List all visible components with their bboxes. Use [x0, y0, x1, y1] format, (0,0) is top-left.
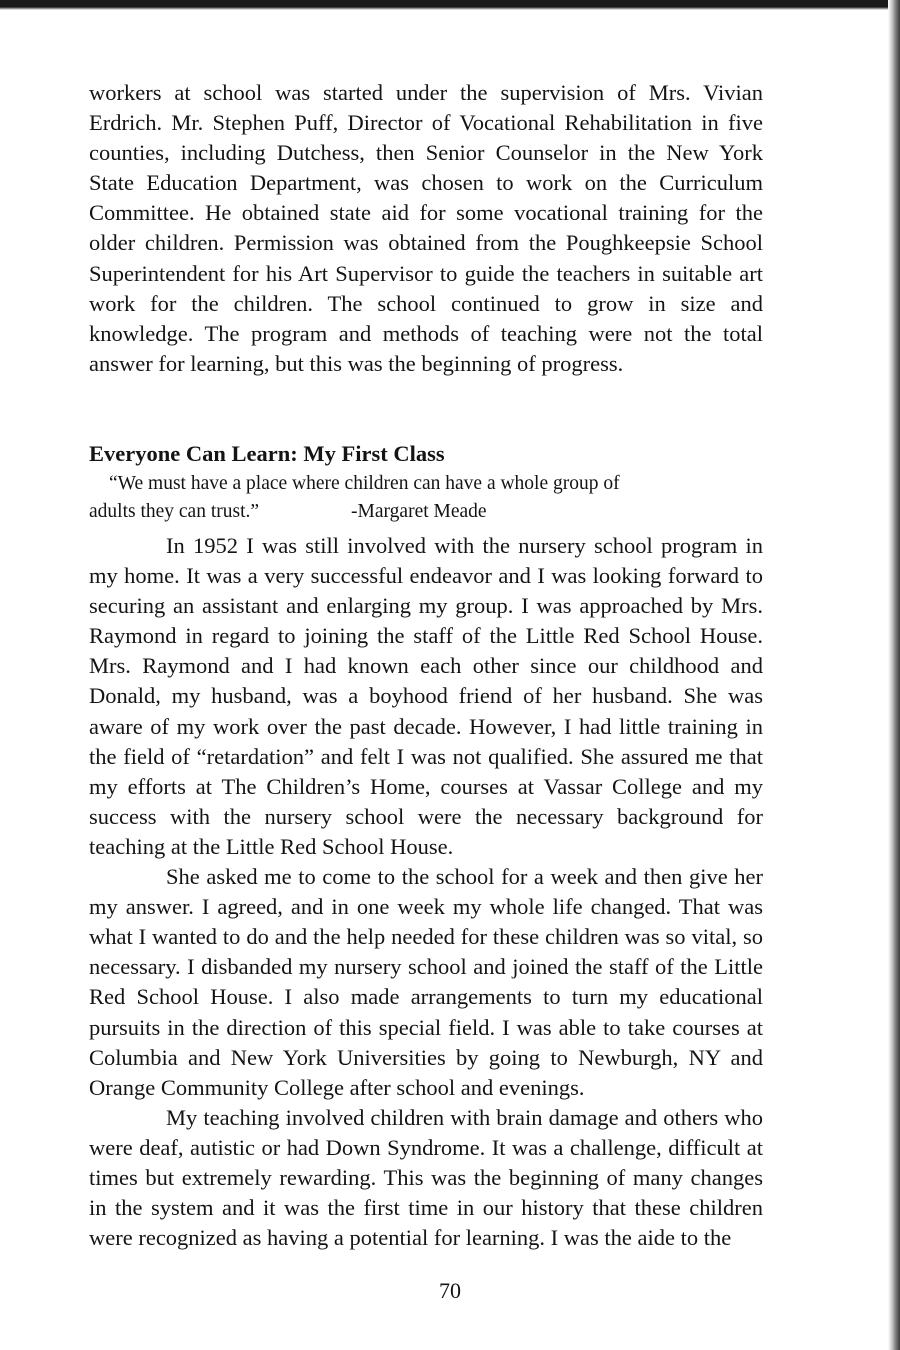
page-edge-shadow [888, 0, 900, 1350]
epigraph-attribution: -Margaret Meade [351, 501, 487, 522]
page-number: 70 [439, 1278, 461, 1303]
epigraph [89, 470, 749, 526]
body-text [89, 531, 763, 1253]
top-rule [0, 0, 890, 10]
body-paragraph-3: My teaching involved children with brain damage and others who were deaf, autistic or had Down Syndrome. It was a challenge, difficult at times but extremely rewarding. This was the beginning of many changes in the system and it was the first time in our history that these children were recognized as having a potential for learning. I was the aide to the [89, 1104, 763, 1251]
epigraph-line-2-text: adults they can trust.” [89, 501, 260, 522]
section-heading: Everyone Can Learn: My First Class [89, 441, 445, 466]
epigraph-line-1: “We must have a place where children can have a whole group of [109, 473, 620, 494]
epigraph-line-2 [89, 498, 749, 526]
continued-paragraph: workers at school was started under the supervision of Mrs. Vivian Erdrich. Mr. Stephen Puff, Director of Vocational Rehabilitation in five counties, including Dutchess, then Senior Counselor in the New York State Education Department, was chosen to work on the Curriculum Committee. He obtained state aid for some vocational training for the older children. Permission was obtained from the Poughkeepsie School Superintendent for his Art Supervisor to guide the teachers in suitable art work for the children. The school continued to grow in size and knowledge. The program and methods of teaching were not the total answer for learning, but this was the beginning of progress. [89, 80, 763, 376]
body-paragraph-1: In 1952 I was still involved with the nursery school program in my home. It was a very successful endeavor and I was looking forward to securing an assistant and enlarging my group. I was approached by Mrs. Raymond in regard to joining the staff of the Little Red School House. Mrs. Raymond and I had known each other since our childhood and Donald, my husband, was a boyhood friend of her husband. She was aware of my work over the past decade. However, I had little training in the field of “retardation” and felt I was not qualified. She assured me that my efforts at The Children’s Home, courses at Vassar College and my success with the nursery school were the necessary background for teaching at the Little Red School House. [89, 533, 763, 859]
body-paragraph-2: She asked me to come to the school for a week and then give her my answer. I agreed, and in one week my whole life changed. That was what I wanted to do and the help needed for these children was so vital, so necessary. I disbanded my nursery school and joined the staff of the Little Red School House. I also made arrangements to turn my educational pursuits in the direction of this special field. I was able to take courses at Columbia and New York Universities by going to Newburgh, NY and Orange Community College after school and evenings. [89, 864, 763, 1100]
